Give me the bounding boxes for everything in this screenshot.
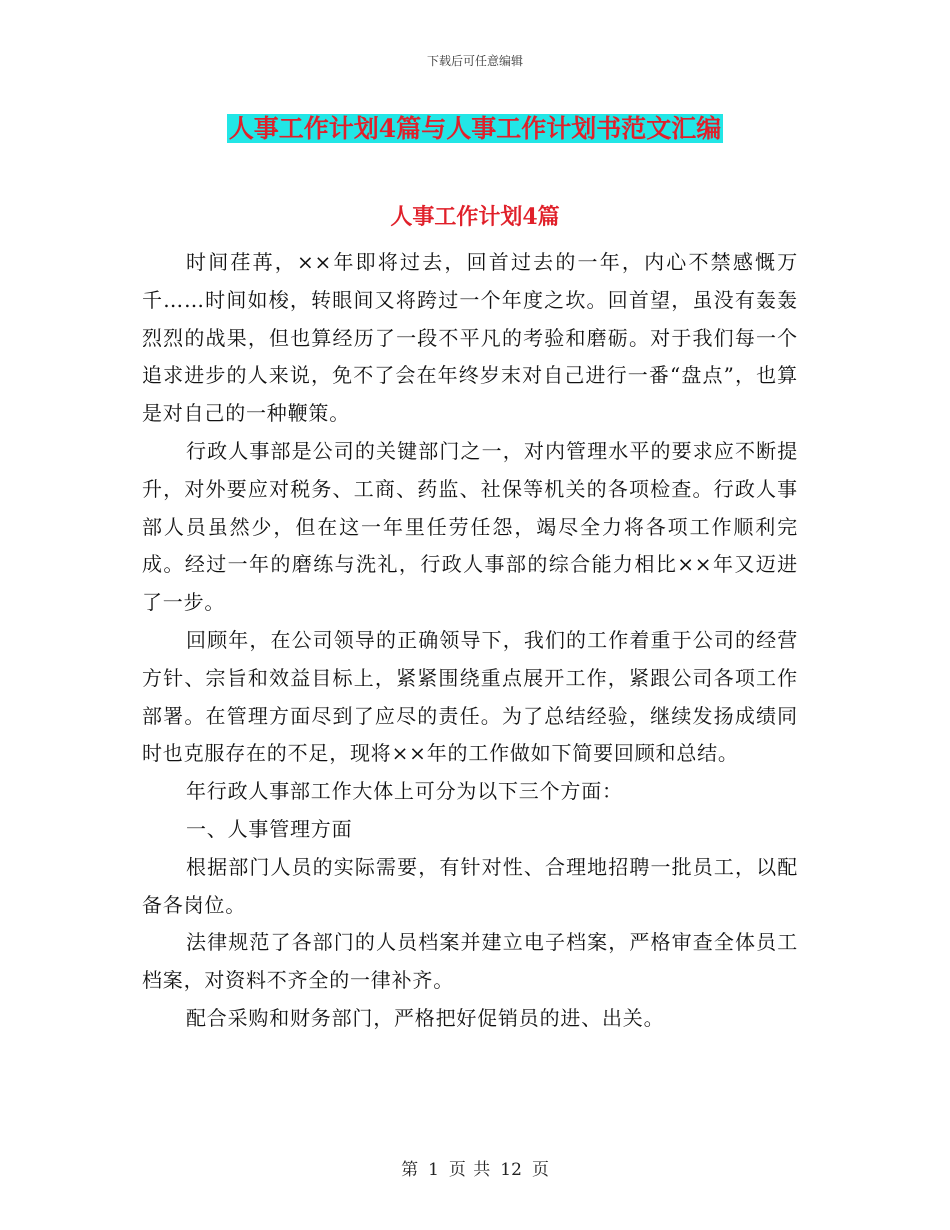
page-footer <box>0 1155 950 1180</box>
paragraph: 根据部门人员的实际需要，有针对性、合理地招聘一批员工，以配备各岗位。 <box>142 854 798 917</box>
current-page-number: 1 <box>428 1160 439 1180</box>
header-note: 下载后可任意编辑 <box>426 54 523 68</box>
document-title <box>0 112 950 146</box>
footer-prefix: 第 <box>401 1160 419 1180</box>
document-body <box>142 244 798 1038</box>
paragraph: 法律规范了各部门的人员档案并建立电子档案，严格审查全体员工档案，对资料不齐全的一律补齐。 <box>142 930 798 993</box>
footer-middle: 页 共 <box>448 1160 491 1180</box>
paragraph: 行政人事部是公司的关键部门之一，对内管理水平的要求应不断提升，对外要应对税务、工商、药监、社保等机关的各项检查。行政人事部人员虽然少，但在这一年里任劳任怨，竭尽全力将各项工作顺利完成。经过一年的磨练与洗礼，行政人事部的综合能力相比××年又迈进了一步。 <box>142 438 798 615</box>
paragraph: 年行政人事部工作大体上可分为以下三个方面： <box>186 779 623 804</box>
total-pages-number: 12 <box>500 1160 522 1180</box>
section-title: 人事工作计划4篇 <box>390 204 560 230</box>
paragraph: 回顾年，在公司领导的正确领导下，我们的工作着重于公司的经营方针、宗旨和效益目标上，紧紧围绕重点展开工作，紧跟公司各项工作部署。在管理方面尽到了应尽的责任。为了总结经验，继续发扬成绩同时也克服存在的不足，现将××年的工作做如下简要回顾和总结。 <box>142 627 798 766</box>
document-title-text: 人事工作计划4篇与人事工作计划书范文汇编 <box>228 114 722 143</box>
footer-suffix: 页 <box>531 1160 549 1180</box>
paragraph: 配合采购和财务部门，严格把好促销员的进、出关。 <box>186 1005 665 1030</box>
section-heading: 一、人事管理方面 <box>186 816 353 841</box>
paragraph: 时间荏苒，××年即将过去，回首过去的一年，内心不禁感慨万千……时间如梭，转眼间又将跨过一个年度之坎。回首望，虽没有轰轰烈烈的战果，但也算经历了一段不平凡的考验和磨砺。对于我们每一个追求进步的人来说，免不了会在年终岁末对自己进行一番“盘点”，也算是对自己的一种鞭策。 <box>142 250 798 426</box>
